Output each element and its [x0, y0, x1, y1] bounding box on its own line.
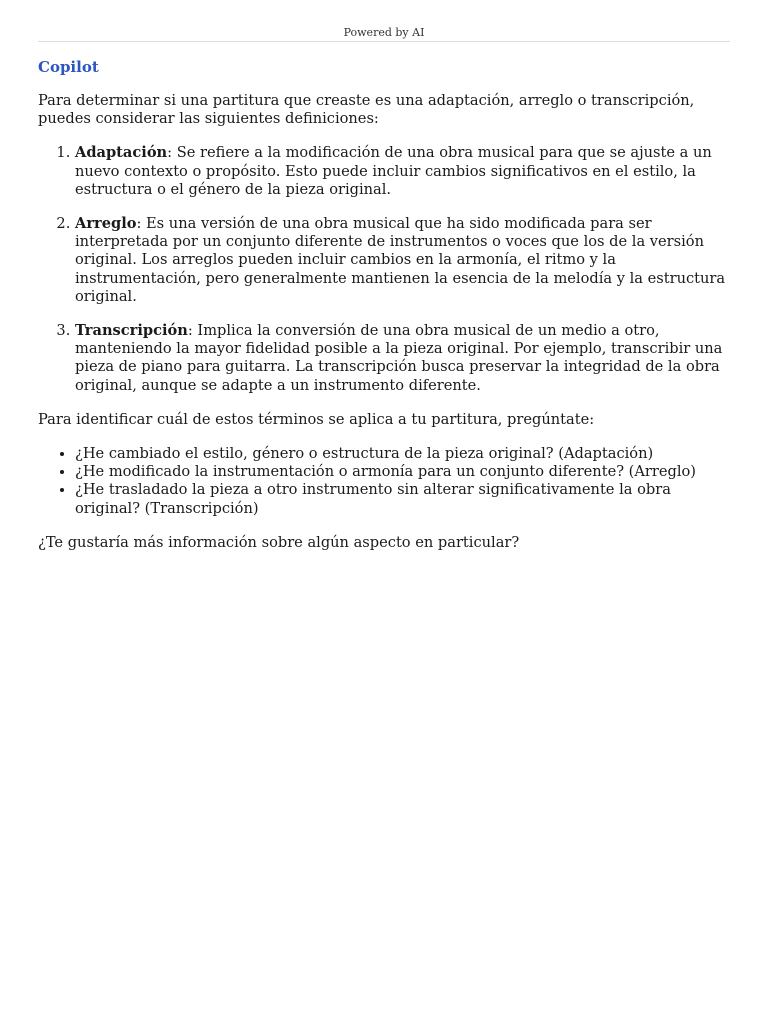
- powered-by-header: Powered by AI: [38, 0, 730, 42]
- definition-term: Adaptación: [75, 144, 168, 162]
- definition-term: Arreglo: [75, 215, 137, 233]
- question-item: • ¿He cambiado el estilo, género o estructura de la pieza original? (Adaptación): [75, 445, 730, 463]
- question-intro-paragraph: Para identificar cuál de estos términos se aplica a tu partitura, pregúntate:: [38, 410, 595, 428]
- question-item: • ¿He trasladado la pieza a otro instrumento sin alterar significativamente la obra original? (Transcripción): [75, 481, 730, 517]
- question-item: • ¿He modificado la instrumentación o armonía para un conjunto diferente? (Arreglo): [75, 463, 730, 481]
- definition-text: : Implica la conversión de una obra musical de un medio a otro, manteniendo la mayor fidelidad posible a la pieza original. Por ejemplo, transcribir una pieza de piano para guitarra. La transcripción busca preservar la integridad de la obra original, aunque se adapte a un instrumento diferente.: [75, 322, 723, 394]
- closing-question: ¿Te gustaría más información sobre algún aspecto en particular?: [38, 533, 520, 551]
- copilot-title: Copilot: [38, 58, 99, 76]
- definition-text: : Es una versión de una obra musical que ha sido modificada para ser interpretada por un conjunto diferente de instrumentos o voces que los de la versión original. Los arreglos pueden incluir cambios en la armonía, el ritmo y la instrumentación, pero generalmente mantienen la esencia de la melodía y la estructura original.: [75, 215, 726, 305]
- definition-item-adaptacion: [75, 144, 730, 199]
- definitions-list: [38, 144, 730, 394]
- intro-paragraph: Para determinar si una partitura que creaste es una adaptación, arreglo o transcripción, puedes considerar las siguientes definiciones:: [38, 92, 695, 128]
- definition-term: Transcripción: [75, 322, 188, 340]
- document-page: [38, 0, 730, 552]
- definition-item-arreglo: [75, 215, 730, 306]
- definition-item-transcripcion: [75, 322, 730, 395]
- definition-text: : Se refiere a la modificación de una obra musical para que se ajuste a un nuevo contexto o propósito. Esto puede incluir cambios significativos en el estilo, la estructura o el género de la pieza original.: [75, 144, 712, 198]
- questions-list: [38, 445, 730, 518]
